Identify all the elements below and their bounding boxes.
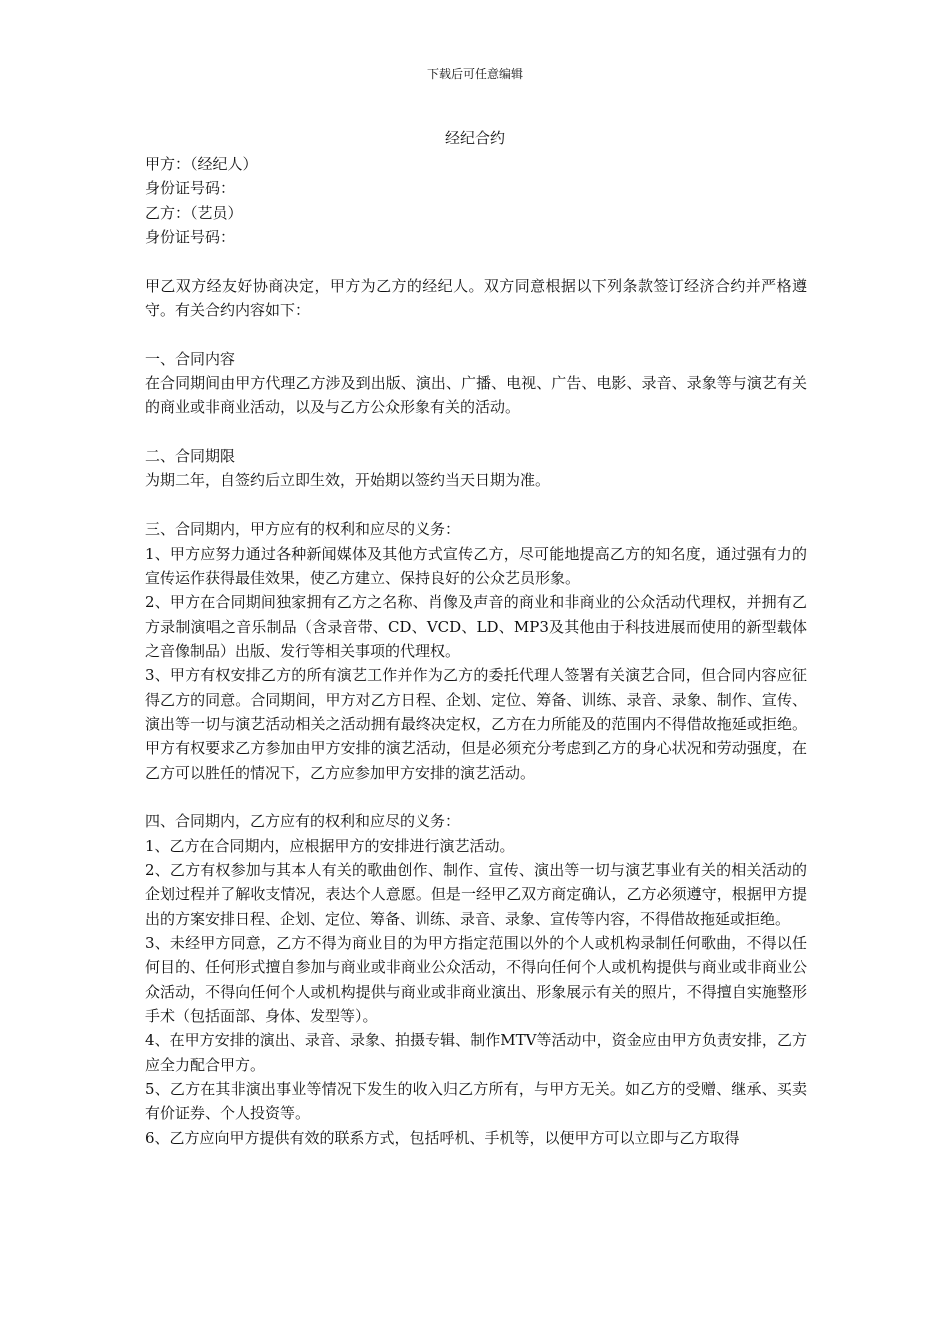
- section4-item: 3、未经甲方同意，乙方不得为商业目的为甲方指定范围以外的个人或机构录制任何歌曲，不得以任何目的、任何形式擅自参加与商业或非商业公众活动，不得向任何个人或机构提供与商业或非商业公众活动，不得向任何个人或机构提供与商业或非商业演出、形象展示有关的照片，不得擅自实施整形手术（包括面部、身体、发型等）。: [145, 934, 807, 1026]
- spacer: [145, 785, 807, 809]
- section2-text: 为期二年，自签约后立即生效，开始期以签约当天日期为准。: [145, 471, 551, 490]
- party-a-line: 甲方：（经纪人）: [145, 155, 258, 173]
- document-body: [145, 152, 807, 1150]
- section4-item: 1、乙方在合同期内，应根据甲方的安排进行演艺活动。: [145, 836, 515, 855]
- section4-item: 2、乙方有权参加与其本人有关的歌曲创作、制作、宣传、演出等一切与演艺事业有关的相关活动的企划过程并了解收支情况，表达个人意愿。但是一经甲乙双方商定确认，乙方必须遵守，根据甲方提出的方案安排日程、企划、定位、筹备、训练、录音、录象、宣传等内容，不得借故拖延或拒绝。: [145, 860, 807, 928]
- intro-paragraph: 甲乙双方经友好协商决定，甲方为乙方的经纪人。双方同意根据以下列条款签订经济合约并严格遵守。有关合约内容如下：: [145, 276, 807, 320]
- section1-heading: 一、合同内容: [145, 349, 236, 368]
- section4-item: 5、乙方在其非演出事业等情况下发生的收入归乙方所有，与甲方无关。如乙方的受赠、继承、买卖有价证券、个人投资等。: [145, 1080, 807, 1123]
- section3-item: 1、甲方应努力通过各种新闻媒体及其他方式宣传乙方，尽可能地提高乙方的知名度，通过强有力的宣传运作获得最佳效果，使乙方建立、保持良好的公众艺员形象。: [145, 544, 807, 587]
- section4-item: 6、乙方应向甲方提供有效的联系方式，包括呼机、手机等，以便甲方可以立即与乙方取得: [145, 1128, 740, 1147]
- section3-item: 2、甲方在合同期间独家拥有乙方之名称、肖像及声音的商业和非商业的公众活动代理权，并拥有乙方录制演唱之音乐制品（含录音带、CD、VCD、LD、MP3及其他由于科技进展而使用的新型载体之音像制品）出版、发行等相关事项的代理权。: [145, 593, 807, 660]
- section3-heading: 三、合同期内，甲方应有的权利和应尽的义务：: [145, 520, 461, 539]
- section4-heading: 四、合同期内，乙方应有的权利和应尽的义务：: [145, 812, 461, 831]
- party-b-id-line: 身份证号码：: [145, 228, 236, 247]
- section1-text: 在合同期间由甲方代理乙方涉及到出版、演出、广播、电视、广告、电影、录音、录象等与演艺有关的商业或非商业活动，以及与乙方公众形象有关的活动。: [145, 374, 807, 417]
- spacer: [145, 493, 807, 517]
- party-a-id-line: 身份证号码：: [145, 179, 236, 198]
- section3-item: 3、甲方有权安排乙方的所有演艺工作并作为乙方的委托代理人签署有关演艺合同，但合同内容应征得乙方的同意。合同期间，甲方对乙方日程、企划、定位、筹备、训练、录音、录象、制作、宣传、演出等一切与演艺活动相关之活动拥有最终决定权，乙方在力所能及的范围内不得借故拖延或拒绝。甲方有权要求乙方参加由甲方安排的演艺活动，但是必须充分考虑到乙方的身心状况和劳动强度，在乙方可以胜任的情况下，乙方应参加甲方安排的演艺活动。: [145, 666, 807, 782]
- document-title: 经纪合约: [444, 129, 505, 147]
- spacer: [145, 322, 807, 346]
- spacer: [145, 249, 807, 273]
- spacer: [145, 420, 807, 444]
- section4-item: 4、在甲方安排的演出、录音、录象、拍摄专辑、制作MTV等活动中，资金应由甲方负责安排，乙方应全力配合甲方。: [145, 1031, 807, 1074]
- party-b-line: 乙方：（艺员）: [145, 203, 243, 222]
- header-note: 下载后可任意编辑: [426, 67, 523, 81]
- section2-heading: 二、合同期限: [145, 447, 236, 466]
